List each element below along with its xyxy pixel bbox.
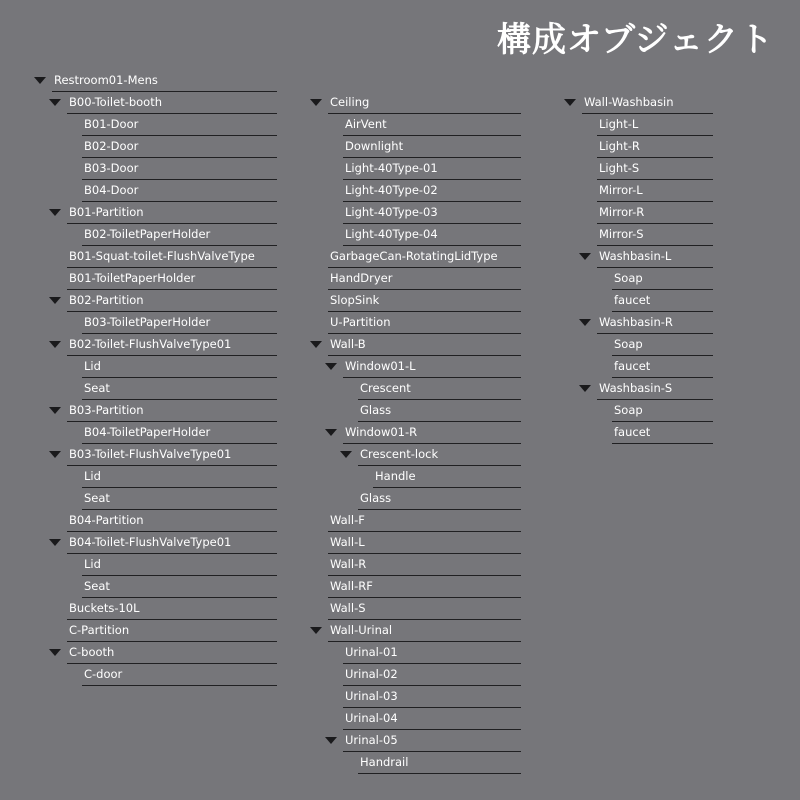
tree-item-label: faucet [614, 293, 651, 307]
tree-item-label: Restroom01-Mens [54, 73, 158, 87]
tree-item-label: Soap [614, 337, 643, 351]
tree-item-label: Crescent-lock [360, 447, 439, 461]
tree-item-label: B02-ToiletPaperHolder [84, 227, 211, 241]
tree-item-label: Soap [614, 271, 643, 285]
tree-item-label: Urinal-02 [345, 667, 398, 681]
tree-item-label: B03-Toilet-FlushValveType01 [69, 447, 232, 461]
tree-item-label: Washbasin-R [599, 315, 673, 329]
tree-item-label: Mirror-R [599, 205, 645, 219]
tree-item[interactable] [597, 224, 713, 246]
tree-item-label: faucet [614, 359, 651, 373]
tree-item-label: Wall-RF [330, 579, 373, 593]
tree-item-label: B04-Door [84, 183, 139, 197]
tree-item-label: C-Partition [69, 623, 130, 637]
tree-item-label: Soap [614, 403, 643, 417]
tree-item-label: Light-40Type-03 [345, 205, 438, 219]
tree-item-label: C-booth [69, 645, 115, 659]
tree-item-label: Lid [84, 359, 101, 373]
tree-item[interactable] [597, 158, 713, 180]
tree-item[interactable] [597, 246, 713, 268]
tree-item[interactable] [597, 312, 713, 334]
expand-arrow-icon[interactable] [579, 319, 591, 326]
tree-item-label: Wall-R [330, 557, 367, 571]
tree-item-label: B03-ToiletPaperHolder [84, 315, 211, 329]
tree-item-label: Glass [360, 403, 392, 417]
tree-item[interactable] [612, 268, 713, 290]
expand-arrow-icon[interactable] [579, 385, 591, 392]
tree-item-label: Handle [375, 469, 416, 483]
tree-item[interactable] [597, 114, 713, 136]
tree-item-label: Wall-B [330, 337, 366, 351]
tree-item-label: B01-ToiletPaperHolder [69, 271, 196, 285]
tree-item-label: Glass [360, 491, 392, 505]
tree-item-label: Mirror-L [599, 183, 643, 197]
tree-item[interactable] [582, 92, 713, 114]
tree-item-label: Mirror-S [599, 227, 644, 241]
tree-item[interactable] [612, 334, 713, 356]
expand-arrow-icon[interactable] [564, 99, 576, 106]
tree-item[interactable] [612, 422, 713, 444]
tree-item-label: faucet [614, 425, 651, 439]
tree-item-label: C-door [84, 667, 123, 681]
tree-item-label: Seat [84, 579, 110, 593]
tree-item-label: B03-Door [84, 161, 139, 175]
tree-item-label: Washbasin-S [599, 381, 673, 395]
tree-item-label: B04-Partition [69, 513, 144, 527]
tree-item-label: B01-Squat-toilet-FlushValveType [69, 249, 255, 263]
tree-item-label: Ceiling [330, 95, 370, 109]
tree-item-label: Light-R [599, 139, 640, 153]
tree-item[interactable] [597, 202, 713, 224]
tree-item-label: B02-Partition [69, 293, 144, 307]
tree-item-label: SlopSink [330, 293, 380, 307]
tree-item-label: Wall-Washbasin [584, 95, 674, 109]
tree-item-label: Wall-L [330, 535, 365, 549]
tree-item-label: Light-40Type-01 [345, 161, 438, 175]
tree-item-label: Wall-S [330, 601, 366, 615]
tree-item[interactable] [597, 378, 713, 400]
tree-item-label: Wall-F [330, 513, 365, 527]
tree-item-label: AirVent [345, 117, 387, 131]
tree-item-label: Urinal-01 [345, 645, 398, 659]
tree-item-label: Buckets-10L [69, 601, 140, 615]
tree-item-label: B02-Door [84, 139, 139, 153]
tree-item-label: Window01-R [345, 425, 418, 439]
tree-item-label: B01-Partition [69, 205, 144, 219]
tree-item-label: Wall-Urinal [330, 623, 393, 637]
tree-item-label: B02-Toilet-FlushValveType01 [69, 337, 232, 351]
tree-item-label: U-Partition [330, 315, 391, 329]
tree-item[interactable] [612, 290, 713, 312]
tree-item-label: Light-S [599, 161, 640, 175]
tree-item-label: Light-40Type-02 [345, 183, 438, 197]
tree-item-label: B01-Door [84, 117, 139, 131]
tree-item-label: Urinal-05 [345, 733, 398, 747]
tree-item-label: Seat [84, 381, 110, 395]
tree-item-label: Light-L [599, 117, 639, 131]
tree-item[interactable] [612, 400, 713, 422]
tree-item-label: Lid [84, 557, 101, 571]
expand-arrow-icon[interactable] [579, 253, 591, 260]
tree-item-label: Crescent [360, 381, 411, 395]
tree-item-label: GarbageCan-RotatingLidType [330, 249, 498, 263]
tree-item-label: Washbasin-L [599, 249, 672, 263]
tree-item-label: Downlight [345, 139, 404, 153]
tree-item-label: B03-Partition [69, 403, 144, 417]
tree-item-label: B04-ToiletPaperHolder [84, 425, 211, 439]
tree-item-label: HandDryer [330, 271, 393, 285]
tree-item[interactable] [597, 180, 713, 202]
tree-item-label: B04-Toilet-FlushValveType01 [69, 535, 232, 549]
tree-item-label: Lid [84, 469, 101, 483]
tree-item-label: Handrail [360, 755, 409, 769]
tree-item-label: Window01-L [345, 359, 416, 373]
tree-item-label: Light-40Type-04 [345, 227, 438, 241]
tree-item[interactable] [597, 136, 713, 158]
row-divider [612, 443, 713, 444]
page-title: 構成オブジェクト [497, 20, 774, 60]
tree-item-label: Urinal-03 [345, 689, 398, 703]
tree-item-label: Urinal-04 [345, 711, 398, 725]
tree-item-label: Seat [84, 491, 110, 505]
tree-item-label: B00-Toilet-booth [69, 95, 163, 109]
tree-item[interactable] [612, 356, 713, 378]
